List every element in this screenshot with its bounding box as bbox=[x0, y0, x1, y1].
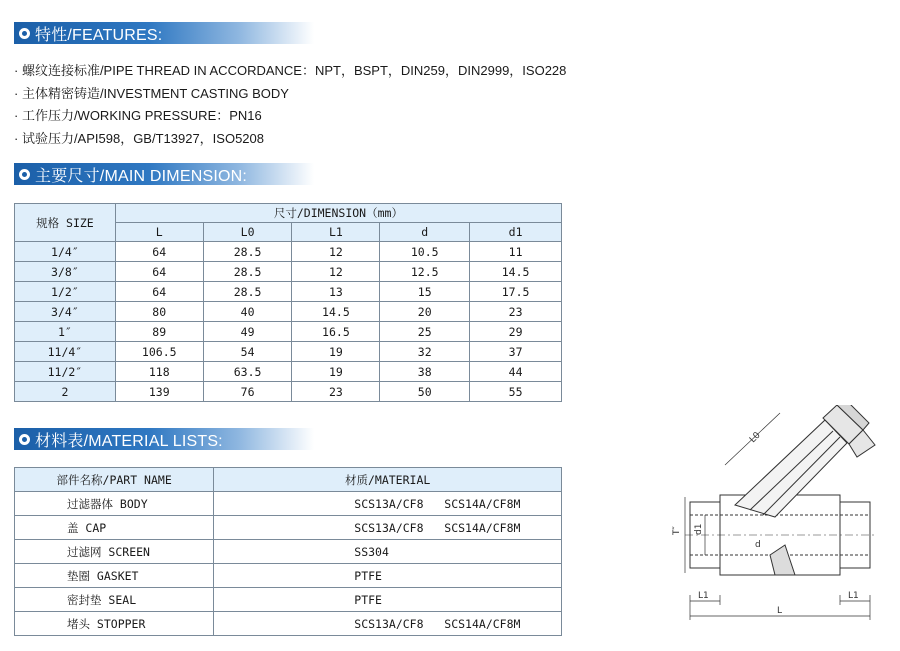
cell-part: 堵头 STOPPER bbox=[15, 612, 214, 636]
cell-part: 盖 CAP bbox=[15, 516, 214, 540]
label-L: L bbox=[777, 606, 783, 616]
label-d: d bbox=[755, 540, 761, 550]
cell-L1: 12 bbox=[292, 242, 380, 262]
material-lists-header bbox=[14, 428, 314, 450]
cell-size: 2 bbox=[15, 382, 116, 402]
table-row bbox=[15, 262, 562, 282]
cell-L0: 63.5 bbox=[203, 362, 292, 382]
cell-L0: 28.5 bbox=[203, 262, 292, 282]
cell-L: 64 bbox=[115, 242, 203, 262]
cell-L1: 13 bbox=[292, 282, 380, 302]
cell-L1: 14.5 bbox=[292, 302, 380, 322]
label-d1: d1 bbox=[694, 523, 704, 535]
cell-L0: 54 bbox=[203, 342, 292, 362]
cell-material: SCS13A/CF8 SCS14A/CF8M bbox=[214, 516, 562, 540]
size-header: 规格 SIZE bbox=[15, 204, 116, 242]
cell-L1: 12 bbox=[292, 262, 380, 282]
main-dimension-header bbox=[14, 163, 314, 185]
cell-size: 1/4″ bbox=[15, 242, 116, 262]
cell-d1: 23 bbox=[470, 302, 562, 322]
cell-L: 64 bbox=[115, 282, 203, 302]
cell-material: SCS13A/CF8 SCS14A/CF8M bbox=[214, 492, 562, 516]
cell-d: 10.5 bbox=[380, 242, 470, 262]
cell-L1: 16.5 bbox=[292, 322, 380, 342]
cell-d: 15 bbox=[380, 282, 470, 302]
table-row bbox=[15, 588, 562, 612]
material-table bbox=[14, 467, 562, 636]
cell-d1: 14.5 bbox=[470, 262, 562, 282]
table-row bbox=[15, 564, 562, 588]
cell-size: 1/2″ bbox=[15, 282, 116, 302]
table-row bbox=[15, 282, 562, 302]
column-header: L0 bbox=[203, 223, 292, 242]
table-row bbox=[15, 612, 562, 636]
cell-d: 50 bbox=[380, 382, 470, 402]
cell-L: 89 bbox=[115, 322, 203, 342]
cell-L: 64 bbox=[115, 262, 203, 282]
cell-material: SS304 bbox=[214, 540, 562, 564]
cell-d: 32 bbox=[380, 342, 470, 362]
feature-item: · 螺纹连接标准/PIPE THREAD IN ACCORDANCE：NPT，BSPT，DIN259，DIN2999，ISO228 bbox=[14, 63, 567, 78]
table-row bbox=[15, 516, 562, 540]
table-row bbox=[15, 302, 562, 322]
cell-size: 3/4″ bbox=[15, 302, 116, 322]
cell-d1: 29 bbox=[470, 322, 562, 342]
cell-size: 3/8″ bbox=[15, 262, 116, 282]
feature-item: · 试验压力/API598，GB/T13927，ISO5208 bbox=[14, 130, 264, 146]
cell-d: 20 bbox=[380, 302, 470, 322]
cell-size: 11/2″ bbox=[15, 362, 116, 382]
cell-L1: 19 bbox=[292, 342, 380, 362]
label-L0: L0 bbox=[748, 430, 763, 446]
dimension-group-header: 尺寸/DIMENSION（mm） bbox=[115, 204, 561, 223]
cell-L: 106.5 bbox=[115, 342, 203, 362]
cell-d1: 55 bbox=[470, 382, 562, 402]
cell-material: PTFE bbox=[214, 588, 562, 612]
bullet-icon bbox=[19, 169, 30, 180]
cell-size: 11/4″ bbox=[15, 342, 116, 362]
cell-L1: 23 bbox=[292, 382, 380, 402]
cell-d1: 37 bbox=[470, 342, 562, 362]
column-header: d1 bbox=[470, 223, 562, 242]
cell-d: 12.5 bbox=[380, 262, 470, 282]
table-row bbox=[15, 382, 562, 402]
cell-material: PTFE bbox=[214, 564, 562, 588]
cell-L0: 40 bbox=[203, 302, 292, 322]
strainer-body bbox=[685, 405, 877, 575]
cell-d1: 11 bbox=[470, 242, 562, 262]
label-L1-right: L1 bbox=[848, 591, 859, 601]
cell-material: SCS13A/CF8 SCS14A/CF8M bbox=[214, 612, 562, 636]
material-header: 材质/MATERIAL bbox=[214, 468, 562, 492]
cell-d: 38 bbox=[380, 362, 470, 382]
cell-part: 过滤网 SCREEN bbox=[15, 540, 214, 564]
features-list bbox=[14, 60, 566, 150]
cell-size: 1″ bbox=[15, 322, 116, 342]
feature-item: · 工作压力/WORKING PRESSURE：PN16 bbox=[14, 108, 262, 123]
cell-L: 118 bbox=[115, 362, 203, 382]
features-title: 特性/FEATURES: bbox=[35, 26, 163, 44]
cell-L0: 28.5 bbox=[203, 242, 292, 262]
cell-part: 过滤器体 BODY bbox=[15, 492, 214, 516]
cell-L0: 76 bbox=[203, 382, 292, 402]
cell-L0: 28.5 bbox=[203, 282, 292, 302]
cell-part: 密封垫 SEAL bbox=[15, 588, 214, 612]
label-T: T″ bbox=[672, 526, 682, 535]
cell-L: 80 bbox=[115, 302, 203, 322]
cell-L: 139 bbox=[115, 382, 203, 402]
column-header: d bbox=[380, 223, 470, 242]
table-row bbox=[15, 242, 562, 262]
cell-L1: 19 bbox=[292, 362, 380, 382]
table-row bbox=[15, 362, 562, 382]
cell-part: 垫圈 GASKET bbox=[15, 564, 214, 588]
label-L1-left: L1 bbox=[698, 591, 709, 601]
material-lists-title: 材料表/MATERIAL LISTS: bbox=[35, 432, 223, 450]
y-strainer-drawing bbox=[585, 405, 885, 635]
cell-d1: 44 bbox=[470, 362, 562, 382]
table-row bbox=[15, 322, 562, 342]
column-header: L1 bbox=[292, 223, 380, 242]
bullet-icon bbox=[19, 28, 30, 39]
features-header bbox=[14, 22, 314, 44]
bullet-icon bbox=[19, 434, 30, 445]
table-row bbox=[15, 342, 562, 362]
part-name-header: 部件名称/PART NAME bbox=[15, 468, 214, 492]
cell-L0: 49 bbox=[203, 322, 292, 342]
column-header: L bbox=[115, 223, 203, 242]
table-row bbox=[15, 540, 562, 564]
cell-d1: 17.5 bbox=[470, 282, 562, 302]
cell-d: 25 bbox=[380, 322, 470, 342]
main-dimension-title: 主要尺寸/MAIN DIMENSION: bbox=[35, 167, 248, 185]
feature-item: · 主体精密铸造/INVESTMENT CASTING BODY bbox=[14, 85, 289, 101]
table-row bbox=[15, 492, 562, 516]
dimension-table bbox=[14, 203, 562, 402]
